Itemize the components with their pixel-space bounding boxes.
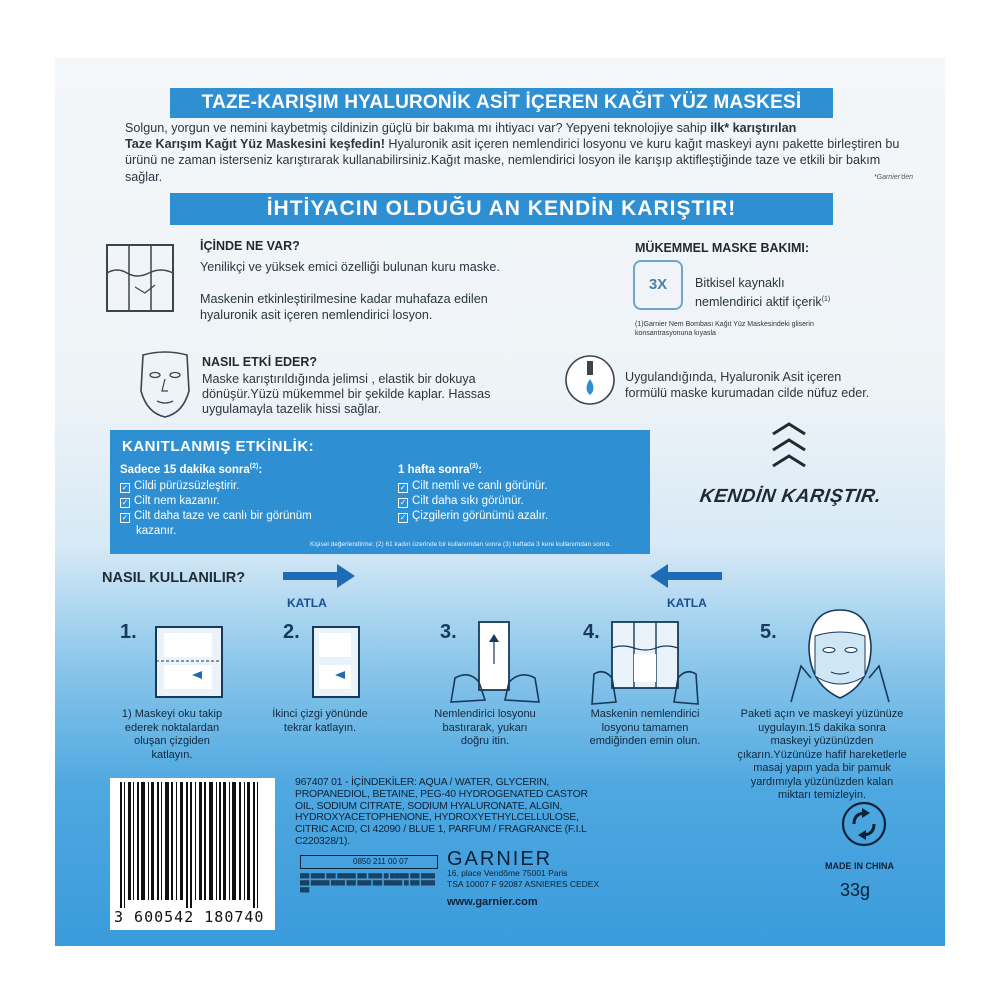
proven-left-item-1 [120, 479, 239, 493]
badge-text: 3X [648, 276, 668, 293]
intro-text-2: Hyaluronik asit içeren nemlendirici losyonu ve kuru kağıt maskeyi aynı pakette birleştiren bu ürünü ne zaman isterseniz karıştırarak kullanabilirsiniz.Kağıt maske, nemlendirici losyon ile karışıp aktifleştiğinde taze ve etkili bir bakım sağlar. [125, 137, 900, 184]
folded-mask-icon [105, 243, 177, 315]
perfect-line-2-text: nemlendirici aktif içerik [695, 295, 822, 310]
step-2-number: 2. [283, 621, 300, 643]
step-5-face-icon [785, 606, 895, 706]
step-1-number: 1. [120, 621, 137, 643]
caption-line: Paketi açın ve maskeyi yüzünüze [740, 708, 904, 720]
proven-right-item-2 [398, 494, 524, 508]
left-item-text: Cildi pürüzsüzleştirir. [134, 480, 240, 492]
mix-banner: İHTİYACIN OLDUĞU AN KENDİN KARIŞTIR! [170, 193, 833, 225]
proven-right-item-3 [398, 509, 548, 523]
chevron-up-icon [769, 418, 809, 478]
left-sub-text: Sadece 15 dakika sonra [120, 463, 250, 476]
barcode-bars [110, 782, 275, 912]
website: www.garnier.com [447, 896, 538, 908]
small-print: ▆▆ ▆▆▆ ▆▆ ▆▆▆▆ ▆▆ ▆▆▆ ▆ ▆▆▆▆ ▆▆ ▆▆▆ ▆▆ ▆▆▆▆ ▆▆▆ ▆▆ ▆▆▆ ▆▆ ▆▆▆▆ ▆ ▆▆ ▆▆▆ ▆▆ [300, 873, 435, 893]
right-item-text: Çizgilerin görünümü azalır. [412, 510, 549, 522]
proven-left-sub: Sadece 15 dakika sonra$^{(2)}$: [120, 463, 263, 476]
caption-line: Maskenin nemlendirici [590, 708, 700, 720]
check-icon: ✓ [121, 498, 129, 507]
caption-line: masaj yapın yada bir pamuk [753, 762, 891, 774]
caption-line: emdiğinden emin olun. [589, 735, 701, 747]
how-line-3: uygulamayla tazelik hissi sağlar. [202, 402, 382, 416]
barcode [110, 778, 275, 930]
caption-line: oluşan çizgiden [134, 735, 210, 747]
intro-bold-2: Taze Karışım Kağıt Yüz Maskesini keşfedin! [125, 137, 385, 152]
check-icon: ✓ [399, 498, 407, 507]
caption-line: çıkarın.Yüzünüze hafif hareketlerle [737, 748, 907, 761]
right-item-text: Cilt daha sıkı görünür. [412, 495, 524, 507]
inside-item-1: Yenilikçi ve yüksek emici özelliği bulunan kuru maske. [200, 260, 500, 274]
proven-right-item-1 [398, 479, 548, 493]
right-item-text: Cilt nemli ve canlı görünür. [412, 480, 548, 492]
apply-line-2: formülü maske kurumadan cilde nüfuz eder. [625, 386, 870, 400]
kendin-karistir-script: KENDİN KARIŞTIR. [698, 486, 883, 507]
step-5-number: 5. [760, 621, 777, 643]
proven-left-tail: kazanır. [136, 525, 177, 537]
fold-label-left: KATLA [287, 596, 327, 610]
perfect-line-2 [695, 292, 830, 310]
caption-line: katlayın. [151, 748, 193, 761]
caption-line: bastırarak, yukarı [442, 721, 528, 734]
perfect-sup: (1) [821, 296, 831, 303]
how-line-1: Maske karıştırıldığında jelimsi , elastik bir dokuya [202, 372, 476, 386]
proven-heading: KANITLANMIŞ ETKİNLİK: [122, 438, 315, 455]
arrow-right-icon [283, 564, 355, 588]
step-4-number: 4. [583, 621, 600, 643]
step-4-absorb-icon [590, 618, 700, 708]
caption-line: tekrar katlayın. [283, 721, 357, 734]
how-line-2: dönüşür.Yüzü mükemmel bir şekilde kaplar. Hassas [202, 387, 491, 401]
step-4-caption [575, 708, 715, 749]
perfect-footnote-2: konsantrasyonuna kıyasla [635, 330, 716, 337]
garnier-footnote: *Garnier'den [873, 174, 913, 181]
step-2-fold-icon [307, 623, 367, 701]
fold-label-right: KATLA [667, 596, 707, 610]
check-icon: ✓ [399, 483, 407, 492]
steps-heading: NASIL KULLANILIR? [102, 570, 246, 586]
step-1-caption [97, 708, 247, 762]
proven-efficacy-box [110, 430, 650, 554]
net-weight: 33g [840, 880, 871, 900]
phone-box [300, 855, 438, 869]
caption-line: yardımıyla yüzünüzden kalan [750, 775, 894, 788]
3x-badge [633, 260, 683, 310]
inside-heading: İÇİNDE NE VAR? [200, 239, 300, 253]
check-icon: ✓ [121, 513, 129, 522]
left-sub-sup: (2) [249, 463, 259, 470]
recycle-icon [840, 800, 888, 848]
inside-item-2a: Maskenin etkinleştirilmesine kadar muhafaza edilen [200, 292, 488, 306]
perfect-line-1: Bitkisel kaynaklı [695, 276, 785, 290]
caption-line: uygulayın.15 dakika sonra [758, 721, 886, 734]
check-icon: ✓ [121, 483, 129, 492]
made-in: MADE IN CHINA [825, 861, 894, 871]
step-3-caption [420, 708, 550, 749]
brand-logo: GARNIER [447, 848, 553, 870]
address [447, 868, 599, 890]
address-line-2: TSA 10007 F 92087 ASNIERES CEDEX [447, 879, 600, 889]
intro-bold-1: ilk* karıştırılan [710, 121, 797, 135]
address-line-1: 16, place Vendôme 75001 Paris [447, 868, 568, 878]
face-mask-icon [133, 351, 197, 421]
perfect-footnote-1: (1)Garnier Nem Bombası Kağıt Yüz Maskesindeki gliserin [635, 321, 814, 328]
caption-line: İkinci çizgi yönünde [272, 708, 368, 720]
inside-item-2b: hyaluronik asit içeren nemlendirici losyon. [200, 308, 433, 322]
title-banner: TAZE-KARIŞIM HYALURONİK ASİT İÇEREN KAĞIT YÜZ MASKESİ [170, 88, 833, 118]
proven-footnote: Kişisel değerlendirme: (2) 61 kadın üzerinde bir kullanımdan sonra (3) haftada 3 kere kullanımdan sonra. [310, 541, 611, 548]
step-1-fold-icon [150, 623, 230, 701]
caption-line: miktarı temizleyin. [777, 789, 867, 801]
droplet-icon [563, 353, 617, 407]
ingredients-list: 967407 01 - İÇİNDEKİLER: AQUA / WATER, GLYCERIN, PROPANEDIOL, BETAINE, PEG-40 HYDROGENATED CASTOR OIL, SODIUM CITRATE, SODIUM HYALURONATE, ALGIN, HYDROXYACETOPHENONE, HYDROXYETHYLCELLULOSE, CITRIC ACID, CI 42090 / BLUE 1, PARFUM / FRAGRANCE (F.I.L C220328/1). [295, 777, 588, 847]
barcode-number: 3 600542 180740 [114, 908, 265, 926]
caption-line: ederek noktalardan [124, 721, 220, 734]
caption-line: 1) Maskeyi oku takip [121, 708, 223, 720]
caption-line: losyonu tamamen [601, 721, 689, 734]
mask-package-back [55, 58, 945, 946]
phone-number: 0850 211 00 07 [353, 857, 409, 866]
left-item-text: Cilt nem kazanır. [134, 495, 220, 507]
arrow-left-icon [650, 564, 722, 588]
intro-text-1: Solgun, yorgun ve nemini kaybetmiş cildinizin güçlü bir bakıma mı ihtiyacı var? Yepyeni teknolojiye sahip [125, 121, 711, 135]
caption-line: doğru itin. [460, 735, 510, 747]
proven-left-item-2 [120, 494, 220, 508]
perfect-heading: MÜKEMMEL MASKE BAKIMI: [635, 241, 810, 255]
left-item-text: Cilt daha taze ve canlı bir görünüm [134, 510, 312, 522]
how-heading: NASIL ETKİ EDER? [202, 355, 318, 369]
right-sub-sup: (3) [469, 463, 479, 470]
step-3-number: 3. [440, 621, 457, 643]
step-2-caption [260, 708, 380, 735]
proven-right-sub: 1 hafta sonra$^{(3)}$: [398, 463, 482, 476]
intro-paragraph [125, 120, 910, 185]
step-5-caption [727, 708, 917, 803]
check-icon: ✓ [399, 513, 407, 522]
caption-line: Nemlendirici losyonu [434, 708, 536, 720]
proven-left-item-3 [120, 509, 312, 523]
apply-line-1: Uygulandığında, Hyaluronik Asit içeren [625, 370, 842, 384]
right-sub-text: 1 hafta sonra [398, 463, 470, 476]
caption-line: maskeyi yüzünüzden [770, 735, 874, 747]
step-3-push-icon [445, 618, 545, 708]
